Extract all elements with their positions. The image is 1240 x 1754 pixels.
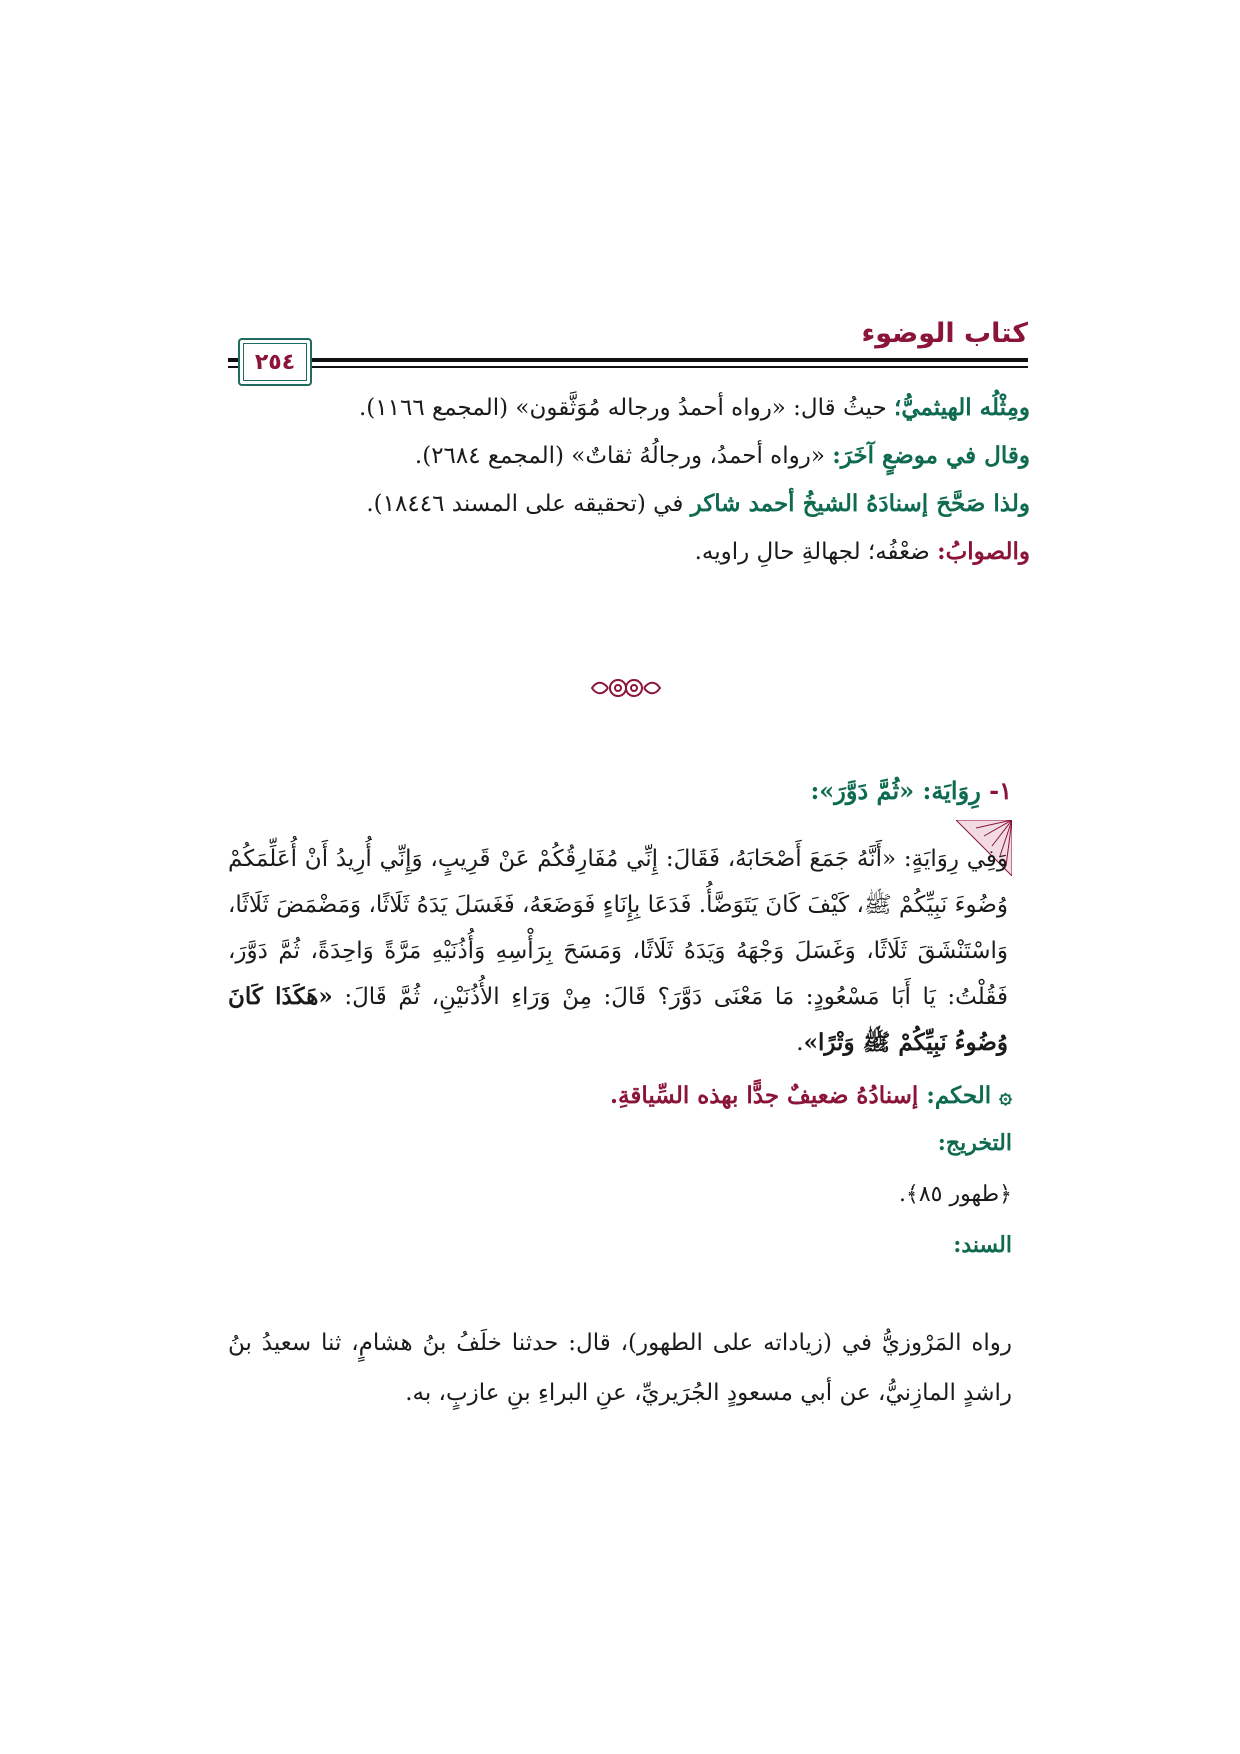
section-title-text: رِوَايَة: «ثُمَّ دَوَّرَ»: <box>810 776 981 805</box>
intro-line-2 <box>228 440 1030 472</box>
header-rule-thin <box>228 366 1028 368</box>
intro-line-4 <box>228 536 1030 568</box>
takhrij-reference: ﴿طهور ٨٥﴾. <box>898 1182 1012 1207</box>
intro-line-4-text: ضعْفُه؛ لجهالةِ حالِ راويه. <box>694 539 938 565</box>
section-number: ١- <box>989 776 1012 805</box>
intro-line-3-text: في (تحقيقه على المسند ١٨٤٤٦). <box>366 491 691 517</box>
intro-line-1-lead: ومِثْلُه الهيثميُّ؛ <box>894 394 1030 421</box>
hadith-bold-ending: «هَكَذَا كَانَ وُضُوءُ نَبِيِّكُمْ ﷺ وَتْرًا» <box>228 983 1008 1056</box>
hadith-text-block <box>228 836 1008 1066</box>
intro-line-2-text: «رواه أحمدُ، ورجالُهُ ثقاتٌ» (المجمع ٢٦٨٤). <box>414 443 833 469</box>
intro-line-1-text: حيثُ قال: «رواه أحمدُ ورجاله مُوَثَّقون» (المجمع ١١٦٦). <box>358 395 895 421</box>
intro-line-3-lead: ولذا صَحَّحَ إسنادَهُ الشيخُ أحمد شاكر <box>690 490 1030 517</box>
book-title: كتاب الوضوء <box>861 318 1028 349</box>
page-number: ٢٥٤ <box>254 349 296 375</box>
takhrij-label: التخريج: <box>937 1130 1012 1156</box>
header-rule-thick <box>228 358 1028 362</box>
seal-icon: ۞ <box>999 1083 1012 1109</box>
ruling-line <box>610 1082 1012 1109</box>
ruling-text: إسنادُهُ ضعيفٌ جدًّا بهذه السِّياقةِ. <box>610 1082 927 1109</box>
intro-line-3 <box>228 488 1030 520</box>
intro-line-2-lead: وقال في موضعٍ آخَرَ: <box>832 442 1030 469</box>
hadith-body: وَفِي رِوَايَةٍ: «أَنَّهُ جَمَعَ أَصْحَابَهُ، فَقَالَ: إِنِّي مُفَارِقُكُمْ عَنْ قَرِيبٍ، وَإِنِّي أُرِيدُ أَنْ أُعَلِّمَكُمْ وُضُوءَ نَبِيِّكُمْ ﷺ، كَيْفَ كَانَ يَتَوَضَّأُ. فَدَعَا بِإِنَاءٍ فَوَضَعَهُ، فَغَسَلَ يَدَهُ ثَلَاثًا، وَمَضْمَضَ ثَلَاثًا، وَاسْتَنْشَقَ ثَلَاثًا، وَغَسَلَ وَجْهَهُ وَيَدَهُ ثَلَاثًا، وَمَسَحَ بِرَأْسِهِ وَأُذُنَيْهِ مَرَّةً وَاحِدَةً، ثُمَّ دَوَّرَ، فَقُلْتُ: يَا أَبَا مَسْعُودٍ: مَا مَعْنَى دَوَّرَ؟ قَالَ: مِنْ وَرَاءِ الأُذُنَيْنِ، ثُمَّ قَالَ: <box>228 846 1009 1010</box>
intro-line-1 <box>228 392 1030 424</box>
ornament-divider-icon <box>586 672 666 704</box>
page-number-badge <box>238 338 312 386</box>
ruling-label: الحكم: <box>926 1082 992 1109</box>
section-title <box>810 776 1012 805</box>
hadith-end-punct: . <box>796 1030 804 1056</box>
page-header <box>228 318 1028 382</box>
intro-line-4-lead: والصوابُ: <box>937 538 1030 565</box>
sanad-text: رواه المَرْوزيُّ في (زياداته على الطهور)، قال: حدثنا خلَفُ بنُ هشامٍ، ثنا سعيدُ بنُ راشدٍ المازِنيُّ، عن أبي مسعودٍ الجُرَيريِّ، عنِ البراءِ بنِ عازبٍ، به. <box>228 1330 1012 1406</box>
sanad-label: السند: <box>953 1232 1012 1258</box>
